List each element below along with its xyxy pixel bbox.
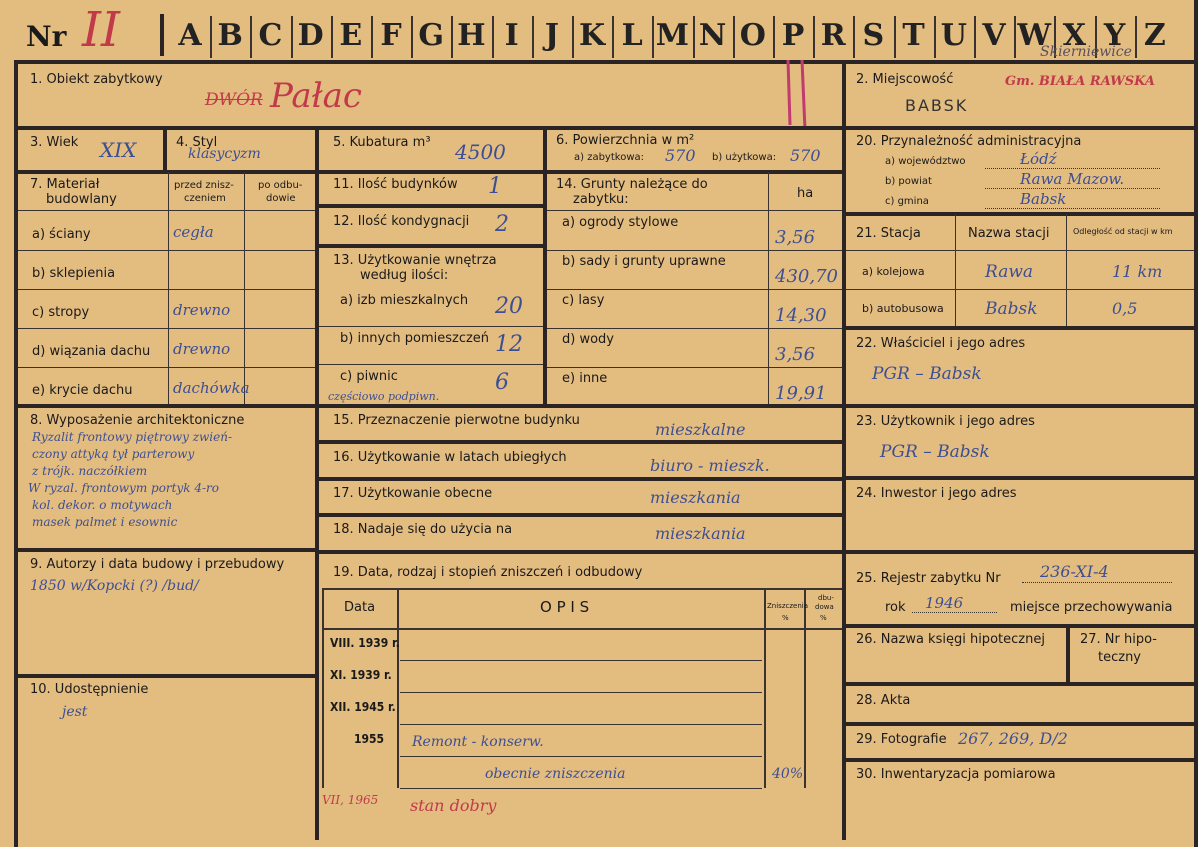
f19-row-date: VIII. 1939 r. xyxy=(330,636,400,650)
f7-col2-a: po odbu- xyxy=(258,180,303,191)
f17-value: mieszkania xyxy=(650,488,741,507)
rule xyxy=(400,724,762,725)
f21-row-name: Babsk xyxy=(985,299,1038,319)
f7-row-before: drewno xyxy=(173,301,231,319)
letter-divider xyxy=(1135,16,1137,58)
index-letter: R xyxy=(820,18,846,53)
f25-place-label: miejsce przechowywania xyxy=(1010,600,1173,615)
index-letter: T xyxy=(902,18,925,53)
rule xyxy=(547,289,842,290)
f20-dotted-rule xyxy=(985,208,1160,209)
letter-divider xyxy=(934,16,936,58)
f7-row-before: cegła xyxy=(173,223,214,241)
f19-col-o1: dbu- xyxy=(818,594,834,602)
letter-divider xyxy=(532,16,534,58)
f8-line: z trójk. naczółkiem xyxy=(32,464,148,478)
rule xyxy=(18,289,315,290)
f15-label: 15. Przeznaczenie pierwotne budynku xyxy=(333,413,580,428)
f7-row-label: a) ściany xyxy=(32,227,91,242)
f21-row-dist: 0,5 xyxy=(1112,299,1138,318)
f13-row-value: 6 xyxy=(495,370,509,395)
index-letter: W xyxy=(1017,18,1052,53)
f21-col-name: Nazwa stacji xyxy=(968,226,1050,241)
f7-row-label: e) krycie dachu xyxy=(32,383,133,398)
f28-label: 28. Akta xyxy=(856,693,911,708)
f13-label-2: według ilości: xyxy=(360,268,449,283)
rule xyxy=(400,788,762,789)
f6-zab-label: a) zabytkowa: xyxy=(574,152,644,163)
rule xyxy=(547,328,842,329)
f21-row-label: b) autobusowa xyxy=(862,302,944,315)
f17-label: 17. Użytkowanie obecne xyxy=(333,486,493,501)
f19-col-z2: % xyxy=(782,614,789,622)
f14-row-label: d) wody xyxy=(562,332,614,347)
f14-unit: ha xyxy=(797,186,814,201)
f19-col-o3: % xyxy=(820,614,827,622)
index-letter: B xyxy=(217,18,243,53)
f14-label-2: zabytku: xyxy=(573,192,629,207)
f20-label: 20. Przynależność administracyjna xyxy=(856,134,1082,149)
letter-divider xyxy=(210,16,212,58)
f19-row-z: 40% xyxy=(772,766,804,782)
letter-divider xyxy=(250,16,252,58)
rule xyxy=(400,756,762,757)
f1-label: 1. Obiekt zabytkowy xyxy=(30,72,163,87)
index-letter: Z xyxy=(1143,18,1166,53)
index-letter: S xyxy=(862,18,885,53)
f23-value: PGR – Babsk xyxy=(880,442,990,462)
f19-col-date: Data xyxy=(344,600,376,615)
f16-label: 16. Użytkowanie w latach ubiegłych xyxy=(333,450,567,465)
footer-date-note: VII, 1965 xyxy=(322,793,379,807)
f20-row-label: c) gmina xyxy=(885,196,929,207)
f14-row-value: 14,30 xyxy=(775,305,827,326)
index-letter: V xyxy=(982,18,1006,53)
index-letter: E xyxy=(339,18,363,53)
f19-row-desc: obecnie zniszczenia xyxy=(485,766,626,782)
letter-divider xyxy=(974,16,976,58)
f8-line: masek palmet i esownic xyxy=(32,515,178,529)
rule xyxy=(400,660,762,661)
f7-row-label: c) stropy xyxy=(32,305,90,320)
index-letter: I xyxy=(504,18,519,53)
f27-label-1: 27. Nr hipo- xyxy=(1080,632,1157,647)
f4-label: 4. Styl xyxy=(176,135,218,150)
f1-value: Pałac xyxy=(270,76,362,116)
f19-col-z1: Zniszczenia xyxy=(767,602,808,610)
rule xyxy=(400,692,762,693)
red-marks xyxy=(780,55,820,135)
f19-label: 19. Data, rodzaj i stopień zniszczeń i odbudowy xyxy=(333,565,643,580)
f5-value: 4500 xyxy=(455,140,506,164)
f30-label: 30. Inwentaryzacja pomiarowa xyxy=(856,767,1056,782)
f22-value: PGR – Babsk xyxy=(872,364,982,384)
index-letter: O xyxy=(739,18,766,53)
f10-label: 10. Udostępnienie xyxy=(30,682,149,697)
f13-note: częściowo podpiwn. xyxy=(328,390,440,403)
f14-row-value: 3,56 xyxy=(775,227,816,248)
f20-row-label: a) województwo xyxy=(885,156,966,167)
f7-col2-b: dowie xyxy=(266,193,296,204)
f15-value: mieszkalne xyxy=(655,420,746,439)
f8-label: 8. Wyposażenie architektoniczne xyxy=(30,413,245,428)
f7-row-before: dachówka xyxy=(173,379,250,397)
f20-row-value: Łódź xyxy=(1020,150,1057,168)
f19-row-date: XII. 1945 r. xyxy=(330,700,396,714)
letter-divider xyxy=(612,16,614,58)
letter-divider xyxy=(1014,16,1016,58)
letter-divider xyxy=(451,16,453,58)
f14-label-1: 14. Grunty należące do xyxy=(556,177,708,192)
footer-state-note: stan dobry xyxy=(410,796,497,815)
index-letter: G xyxy=(418,18,444,53)
corner-note: Skierniewice xyxy=(1040,44,1132,60)
f19-col-o2: dowa xyxy=(815,603,834,611)
index-letter: D xyxy=(297,18,324,53)
f7-col1-a: przed znisz- xyxy=(174,180,234,191)
letter-divider xyxy=(813,16,815,58)
f5-label: 5. Kubatura m³ xyxy=(333,135,431,150)
index-letter: K xyxy=(578,18,606,53)
f7-label-1: 7. Materiał xyxy=(30,177,100,192)
f20-dotted-rule xyxy=(985,168,1160,169)
f25-rok-label: rok xyxy=(885,600,906,615)
f24-label: 24. Inwestor i jego adres xyxy=(856,486,1017,501)
f2-label: 2. Miejscowość xyxy=(856,72,954,87)
f18-value: mieszkania xyxy=(655,524,746,543)
f7-col1-b: czeniem xyxy=(184,193,226,204)
f6-zab-value: 570 xyxy=(665,146,696,165)
f13-row-label: b) innych pomieszczeń xyxy=(340,331,490,346)
f3-value: XIX xyxy=(100,138,137,162)
f13-row-label: a) izb mieszkalnych xyxy=(340,293,469,308)
f25-label: 25. Rejestr zabytku Nr xyxy=(856,571,1001,586)
f14-row-label: e) inne xyxy=(562,371,608,386)
f19-row-date: 1955 xyxy=(354,732,385,746)
letter-divider xyxy=(733,16,735,58)
f6-uzyt-label: b) użytkowa: xyxy=(712,152,777,163)
f13-row-label: c) piwnic xyxy=(340,369,398,384)
f13-label-1: 13. Użytkowanie wnętrza xyxy=(333,253,497,268)
f13-row-value: 20 xyxy=(495,294,523,319)
f14-row-label: a) ogrody stylowe xyxy=(562,215,679,230)
index-letter: C xyxy=(258,18,283,53)
f21-row-dist: 11 km xyxy=(1112,262,1163,281)
index-letter: U xyxy=(940,18,967,53)
f18-label: 18. Nadaje się do użycia na xyxy=(333,522,513,537)
f29-value: 267, 269, D/2 xyxy=(958,729,1068,748)
f20-row-value: Rawa Mazow. xyxy=(1020,170,1125,188)
f1-struck-value: DWÓR xyxy=(205,90,263,110)
letter-divider xyxy=(411,16,413,58)
f3-label: 3. Wiek xyxy=(30,135,79,150)
f26-label: 26. Nazwa księgi hipotecznej xyxy=(856,632,1045,647)
letter-divider xyxy=(291,16,293,58)
letter-divider xyxy=(853,16,855,58)
f27-label-2: teczny xyxy=(1098,650,1141,665)
f14-row-label: b) sady i grunty uprawne xyxy=(562,254,726,269)
letter-divider xyxy=(371,16,373,58)
rule xyxy=(18,367,315,368)
f25-rok-value: 1946 xyxy=(925,594,964,612)
f7-row-before: drewno xyxy=(173,340,231,358)
index-letter: M xyxy=(655,18,689,53)
f19-col-desc: O P I S xyxy=(540,598,590,616)
f2-note: Gm. BIAŁA RAWSKA xyxy=(1005,74,1155,89)
f14-row-value: 430,70 xyxy=(775,266,838,287)
nr-label: Nr xyxy=(26,20,67,53)
f29-label: 29. Fotografie xyxy=(856,732,947,747)
f12-label: 12. Ilość kondygnacji xyxy=(333,214,470,229)
f20-row-value: Babsk xyxy=(1020,190,1067,208)
index-letter: H xyxy=(457,18,486,53)
f7-row-label: b) sklepienia xyxy=(32,266,116,281)
f22-label: 22. Właściciel i jego adres xyxy=(856,336,1026,351)
f14-row-value: 3,56 xyxy=(775,344,816,365)
rule xyxy=(846,289,1194,290)
card-number: II xyxy=(82,2,120,58)
f20-row-label: b) powiat xyxy=(885,176,932,187)
rule xyxy=(547,367,842,368)
f11-value: 1 xyxy=(488,174,502,199)
rule xyxy=(319,326,543,327)
f8-line: Ryzalit frontowy piętrowy zwień- xyxy=(32,430,233,444)
f21-col-dist: Odległość od stacji w km xyxy=(1073,227,1173,236)
rule xyxy=(319,364,543,365)
letter-divider xyxy=(894,16,896,58)
f6-label: 6. Powierzchnia w m² xyxy=(556,133,695,148)
index-letter: N xyxy=(698,18,727,53)
rule xyxy=(18,250,315,251)
f2-value: BABSK xyxy=(905,96,969,115)
f11-label: 11. Ilość budynków xyxy=(333,177,458,192)
f19-row-desc: Remont - konserw. xyxy=(412,734,544,750)
index-letter: J xyxy=(544,18,559,53)
letter-divider xyxy=(773,16,775,58)
f19-row-date: XI. 1939 r. xyxy=(330,668,392,682)
f21-row-name: Rawa xyxy=(985,262,1034,282)
f4-value: klasycyzm xyxy=(188,146,261,162)
index-letter: L xyxy=(621,18,643,53)
f16-value: biuro - mieszk. xyxy=(650,456,770,475)
rule xyxy=(18,328,315,329)
letter-divider xyxy=(492,16,494,58)
f23-label: 23. Użytkownik i jego adres xyxy=(856,414,1035,429)
f12-value: 2 xyxy=(495,212,509,237)
letter-divider xyxy=(572,16,574,58)
index-letter: X xyxy=(1062,18,1087,53)
f10-value: jest xyxy=(62,704,88,720)
f20-dotted-rule xyxy=(985,188,1160,189)
f6-uzyt-value: 570 xyxy=(790,146,821,165)
f14-row-value: 19,91 xyxy=(775,383,827,404)
index-letter: Y xyxy=(1103,18,1126,53)
index-letter: F xyxy=(380,18,402,53)
f7-label-2: budowlany xyxy=(46,192,117,207)
f9-label: 9. Autorzy i data budowy i przebudowy xyxy=(30,557,285,572)
letter-divider xyxy=(331,16,333,58)
letter-divider xyxy=(652,16,654,58)
f9-value: 1850 w/Kopcki (?) /bud/ xyxy=(30,578,199,594)
letter-divider xyxy=(693,16,695,58)
f8-line: czony attyką tył parterowy xyxy=(32,447,195,461)
rule xyxy=(547,250,842,251)
f14-row-label: c) lasy xyxy=(562,293,605,308)
f7-row-label: d) wiązania dachu xyxy=(32,344,151,359)
f25-nr-value: 236-XI-4 xyxy=(1040,562,1109,581)
f8-line: W ryzal. frontowym portyk 4-ro xyxy=(28,481,220,495)
index-letter: P xyxy=(781,18,805,53)
f13-row-value: 12 xyxy=(495,332,523,357)
f8-line: kol. dekor. o motywach xyxy=(32,498,173,512)
f21-label: 21. Stacja xyxy=(856,226,921,241)
f21-row-label: a) kolejowa xyxy=(862,265,925,278)
index-letter: A xyxy=(178,18,202,53)
